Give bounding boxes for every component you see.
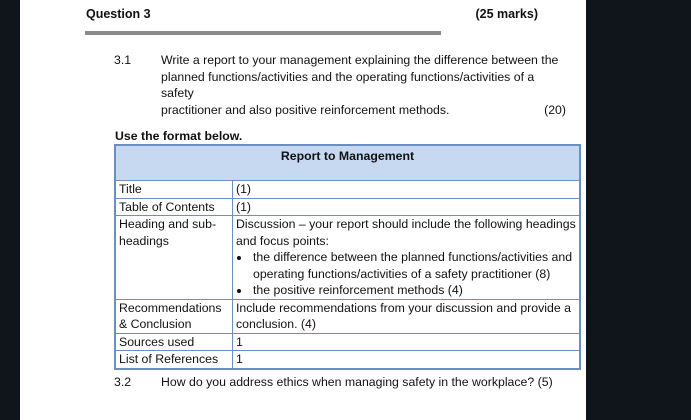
question-title: Question 3 (86, 7, 151, 21)
question-marks: (20) (544, 102, 566, 117)
row-value-text: Discussion – your report should include the following headings and focus points: (236, 217, 576, 248)
row-label: Sources used (115, 333, 233, 351)
row-label: List of References (115, 351, 233, 369)
header-divider (85, 31, 441, 35)
table-header: Report to Management (115, 145, 580, 181)
row-value: (1) (233, 198, 581, 216)
question-number: 3.2 (114, 375, 132, 389)
question-number: 3.1 (114, 53, 132, 67)
row-label: Heading and sub-headings (115, 216, 233, 300)
question-header (86, 7, 538, 25)
question-text-span: practitioner and also positive reinforcement methods. (161, 102, 450, 117)
question-marks: (25 marks) (475, 7, 538, 21)
document-page (20, 0, 586, 420)
question-text-line: planned functions/activities and the operating functions/activities of a safety (161, 69, 535, 100)
question-text-line (161, 102, 566, 119)
row-label: Recommendations & Conclusion (115, 299, 233, 333)
row-value: (1) (233, 181, 581, 199)
table-row (115, 299, 580, 333)
row-value (233, 216, 581, 300)
table-row (115, 333, 580, 351)
list-item: • the positive reinforcement methods (4) (251, 282, 576, 299)
table-header-row (115, 145, 580, 181)
list-item: • the difference between the planned functions/activities and operating functions/activities of a safety practitioner (8) (251, 249, 576, 282)
row-value: 1 (233, 351, 581, 369)
format-label: Use the format below. (115, 129, 243, 143)
question-text (161, 52, 566, 118)
table-row (115, 216, 580, 300)
table-row (115, 198, 580, 216)
row-value: 1 (233, 333, 581, 351)
question-text-line: Write a report to your management explaining the difference between the (161, 53, 559, 67)
question-text: How do you address ethics when managing safety in the workplace? (5) (161, 375, 553, 389)
table-row (115, 181, 580, 199)
focus-points-list (236, 249, 576, 299)
report-format-table (114, 144, 581, 370)
table-row (115, 351, 580, 369)
row-label: Table of Contents (115, 198, 233, 216)
row-label: Title (115, 181, 233, 199)
row-value: Include recommendations from your discussion and provide a conclusion. (4) (233, 299, 581, 333)
